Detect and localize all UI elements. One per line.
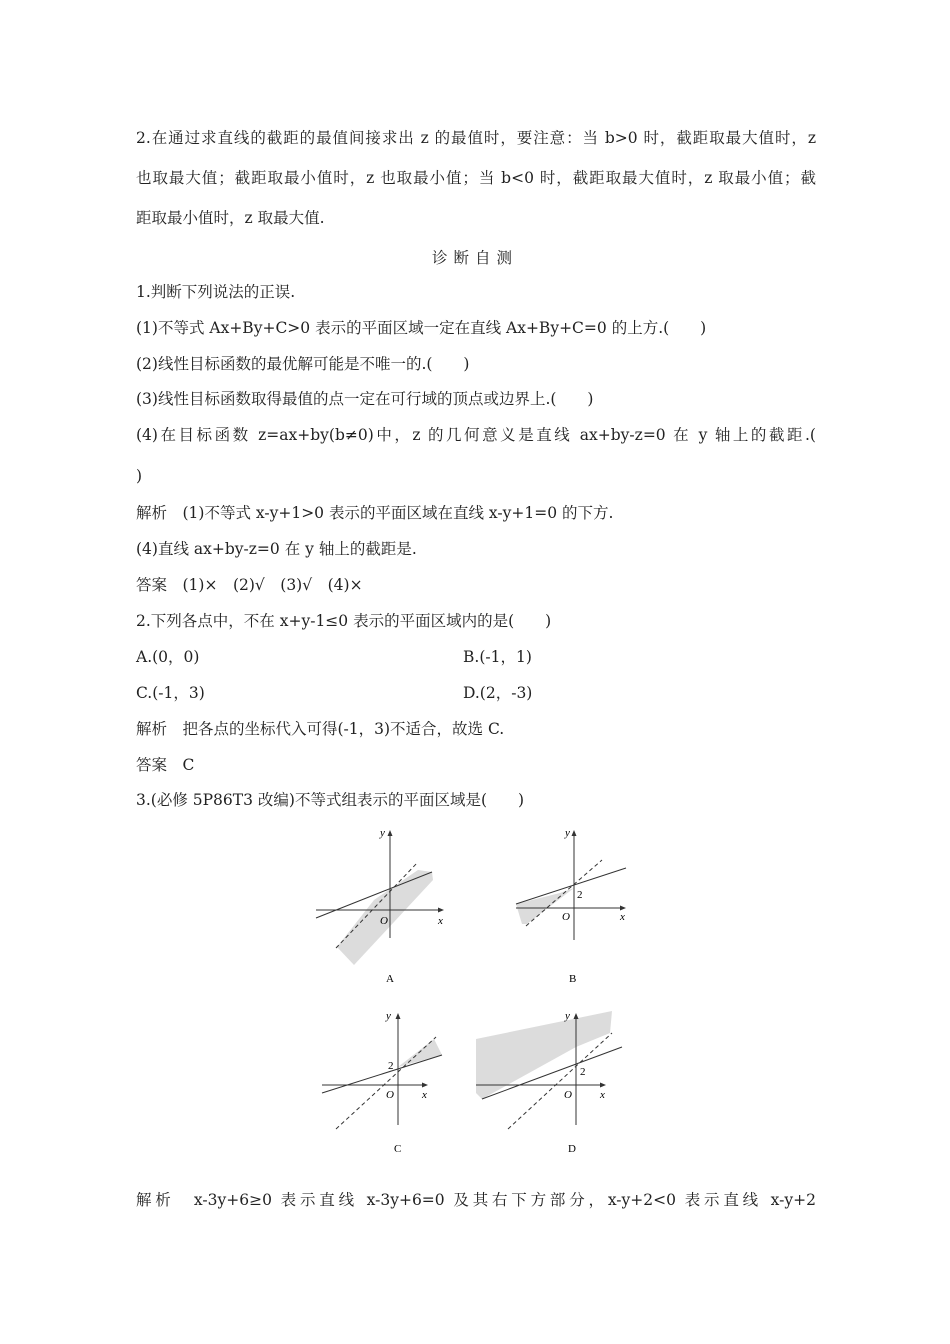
origin-label: O <box>562 911 570 923</box>
y-axis-arrow <box>572 830 577 836</box>
q1-statement-4-end: ) <box>136 467 143 485</box>
q2-analysis: 解析 把各点的坐标代入可得(-1，3)不适合，故选 C. <box>136 720 505 738</box>
q2-option-b: B.(-1，1) <box>463 648 532 666</box>
dashed-boundary-line <box>336 1037 436 1129</box>
x-axis-label: x <box>600 1089 605 1101</box>
q1-statement-4: (4)在目标函数 z=ax+by(b≠0)中，z 的几何意义是直线 ax+by-z=0 在 y 轴上的截距.( <box>136 426 816 444</box>
solid-boundary-line <box>516 868 626 904</box>
figure-c <box>318 1005 478 1165</box>
figure-label: D <box>568 1143 576 1155</box>
figure-c-graph <box>318 1005 478 1165</box>
x-axis-label: x <box>438 915 443 927</box>
x-axis-arrow <box>422 1083 428 1088</box>
section-title: 诊断自测 <box>431 249 518 267</box>
x-axis-arrow <box>438 908 444 913</box>
x-axis-arrow <box>600 1083 606 1088</box>
q2-stem: 2.下列各点中，不在 x+y-1≤0 表示的平面区域内的是( ) <box>136 612 552 630</box>
y-axis-arrow <box>388 830 393 836</box>
q1-answer: 答案 (1)× (2)√ (3)√ (4)× <box>136 576 363 594</box>
shaded-region <box>476 1011 612 1099</box>
q2-answer: 答案 C <box>136 756 195 774</box>
figure-a <box>300 820 460 990</box>
y-axis-label: y <box>565 827 570 839</box>
origin-label: O <box>386 1089 394 1101</box>
q1-statement-3: (3)线性目标函数取得最值的点一定在可行域的顶点或边界上.( ) <box>136 390 594 408</box>
solid-boundary-line <box>322 1055 442 1093</box>
q2-option-a: A.(0，0) <box>136 648 200 666</box>
q1-statement-2: (2)线性目标函数的最优解可能是不唯一的.( ) <box>136 355 470 373</box>
figure-b-graph <box>512 820 672 990</box>
note2-line3: 距取最小值时，z 取最大值. <box>136 209 325 227</box>
q3-analysis: 解析 x-3y+6≥0 表示直线 x-3y+6=0 及其右下方部分，x-y+2<0 表示直线 x-y+2 <box>136 1191 816 1209</box>
figure-d <box>472 1005 632 1165</box>
y-axis-arrow <box>574 1013 579 1019</box>
y-axis-label: y <box>565 1010 570 1022</box>
note2-line1: 2.在通过求直线的截距的最值间接求出 z 的最值时，要注意：当 b>0 时，截距取最大值时，z <box>136 129 816 147</box>
q2-option-d: D.(2，-3) <box>463 684 533 702</box>
figure-label: B <box>569 973 577 985</box>
q1-analysis-1: 解析 (1)不等式 x-y+1>0 表示的平面区域在直线 x-y+1=0 的下方. <box>136 504 614 522</box>
q1-statement-1: (1)不等式 Ax+By+C>0 表示的平面区域一定在直线 Ax+By+C=0 的上方.( ) <box>136 319 707 337</box>
shaded-region <box>398 1039 442 1067</box>
figure-label: A <box>386 973 394 985</box>
note2-line2: 也取最大值；截距取最小值时，z 也取最小值；当 b<0 时，截距取最大值时，z 取最小值；截 <box>136 169 816 187</box>
q3-stem: 3.(必修 5P86T3 改编)不等式组表示的平面区域是( ) <box>136 791 525 809</box>
figure-b <box>512 820 672 990</box>
figure-label: C <box>394 1143 402 1155</box>
figure-d-graph <box>472 1005 632 1165</box>
y-axis-arrow <box>396 1013 401 1019</box>
q2-option-c: C.(-1，3) <box>136 684 205 702</box>
x-axis-label: x <box>620 911 625 923</box>
intercept-label: 2 <box>580 1066 586 1078</box>
q1-stem: 1.判断下列说法的正误. <box>136 283 296 301</box>
x-axis-arrow <box>620 906 626 911</box>
y-axis-label: y <box>386 1010 391 1022</box>
intercept-label: 2 <box>388 1060 394 1072</box>
origin-label: O <box>380 915 388 927</box>
y-axis-label: y <box>380 827 385 839</box>
x-axis-label: x <box>422 1089 427 1101</box>
figure-a-graph <box>300 820 460 990</box>
q1-analysis-2: (4)直线 ax+by-z=0 在 y 轴上的截距是. <box>136 540 417 558</box>
intercept-label: 2 <box>577 889 583 901</box>
origin-label: O <box>564 1089 572 1101</box>
